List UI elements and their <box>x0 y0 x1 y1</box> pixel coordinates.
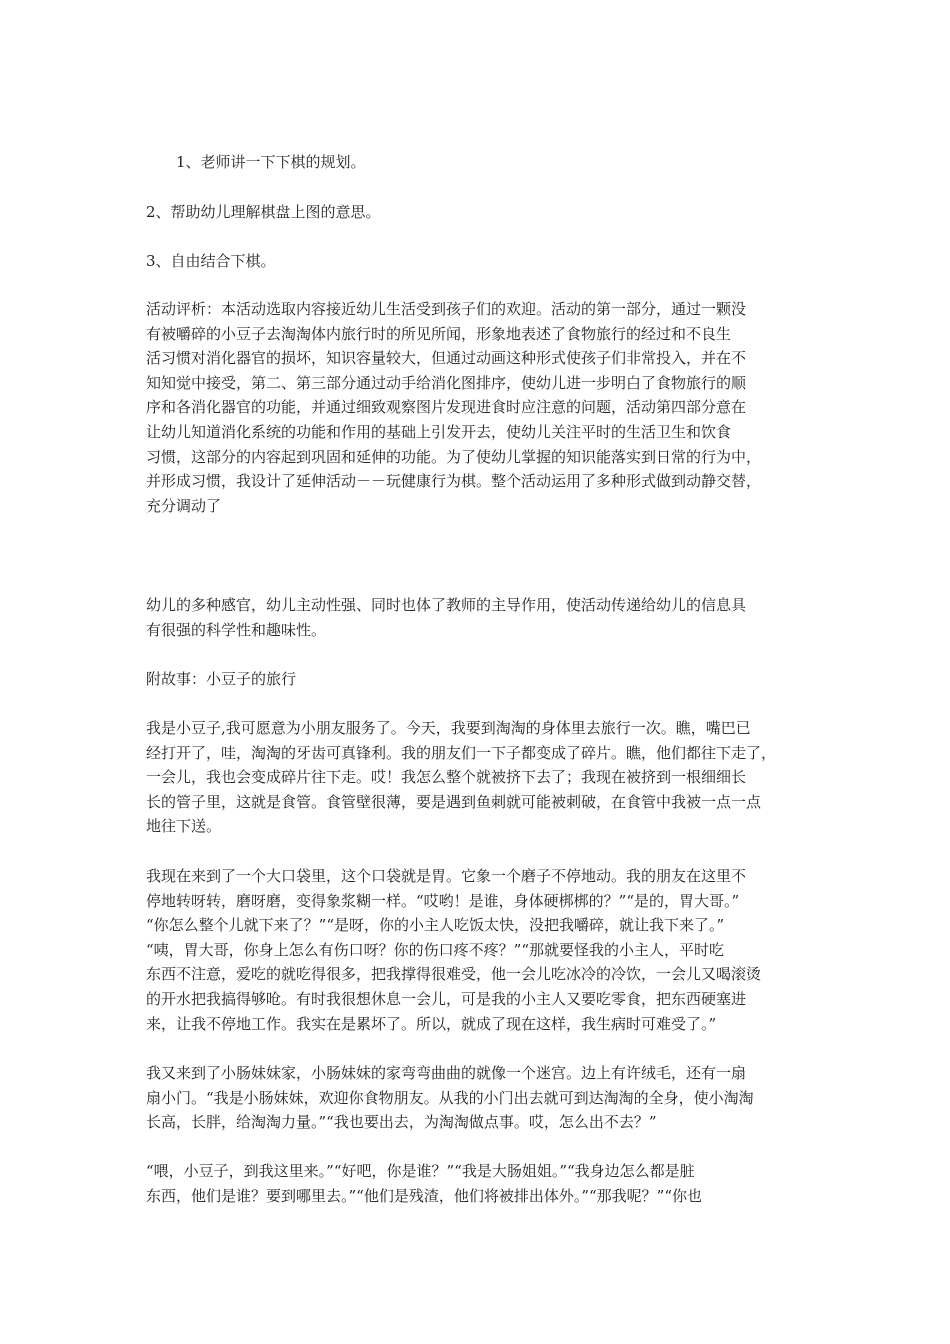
text-line: 扇小门。“我是小肠妹妹，欢迎你食物朋友。从我的小门出去就可到达淘淘的全身，使小淘淘 <box>146 1088 754 1107</box>
text-line: 习惯，这部分的内容起到巩固和延伸的功能。为了使幼儿掌握的知识能落实到日常的行为中， <box>146 447 762 466</box>
step-3-text: 3、自由结合下棋。 <box>146 252 276 270</box>
text-line: 幼儿的多种感官，幼儿主动性强、同时也体了教师的主导作用，使活动传递给幼儿的信息具 <box>146 596 747 614</box>
text-line: 地往下送。 <box>146 817 222 836</box>
text-line: 序和各消化器官的功能，并通过细致观察图片发现进食时应注意的问题，活动第四部分意在 <box>146 398 747 417</box>
story-paragraph-2 <box>146 864 814 1036</box>
step-2-text: 2、帮助幼儿理解棋盘上图的意思。 <box>146 203 381 221</box>
text-line: 的开水把我搞得够呛。有时我很想休息一会儿，可是我的小主人又要吃零食，把东西硬塞进 <box>146 989 747 1008</box>
story-title-text: 附故事：小豆子的旅行 <box>146 670 297 688</box>
text-line: 一会儿，我也会变成碎片往下走。哎！我怎么整个就被挤下去了；我现在被挤到一根细细长 <box>146 768 747 787</box>
text-line: 我又来到了小肠妹妹家，小肠妹妹的家弯弯曲曲的就像一个迷宫。边上有许绒毛，还有一扇 <box>146 1064 747 1082</box>
analysis-continuation-paragraph <box>146 593 814 642</box>
text-line: 我是小豆子,我可愿意为小朋友服务了。今天，我要到淘淘的身体里去旅行一次。瞧，嘴巴已 <box>146 719 751 737</box>
text-line: 活习惯对消化器官的损坏，知识容量较大，但通过动画这种形式使孩子们非常投入，并在不 <box>146 349 747 368</box>
text-line: 长的管子里，这就是食管。食管壁很薄，要是遇到鱼刺就可能被刺破，在食管中我被一点一点 <box>146 792 762 811</box>
text-line: 有被嚼碎的小豆子去淘淘体内旅行时的所见所闻，形象地表述了食物旅行的经过和不良生 <box>146 324 732 343</box>
text-line: 东西不注意，爱吃的就吃得很多，把我撑得很难受，他一会儿吃冰冷的冷饮，一会儿又喝滚烫 <box>146 965 762 984</box>
text-line: 东西，他们是谁？要到哪里去。”“他们是残渣，他们将被排出体外。”“那我呢？”“你也 <box>146 1186 703 1205</box>
story-paragraph-4 <box>146 1159 814 1208</box>
step-1-text: 1、老师讲一下下棋的规划。 <box>176 153 366 171</box>
step-1 <box>146 150 844 175</box>
step-2 <box>146 200 814 225</box>
text-line: “喂，小豆子，到我这里来。”“好吧，你是谁？”“我是大肠姐姐。”“我身边怎么都是脏 <box>146 1162 695 1180</box>
text-line: 让幼儿知道消化系统的功能和作用的基础上引发开去，使幼儿关注平时的生活卫生和饮食 <box>146 422 732 441</box>
text-line: 知知觉中接受，第二、第三部分通过动手给消化图排序，使幼儿进一步明白了食物旅行的顺 <box>146 373 747 392</box>
text-line: 来，让我不停地工作。我实在是累坏了。所以，就成了现在这样，我生病时可难受了。” <box>146 1014 717 1033</box>
text-line: “你怎么整个儿就下来了？”“是呀，你的小主人吃饭太快，没把我嚼碎，就让我下来了。” <box>146 916 725 935</box>
text-line: 有很强的科学性和趣味性。 <box>146 620 327 639</box>
text-line: 停地转呀转，磨呀磨，变得象浆糊一样。“哎哟！是谁，身体硬梆梆的？”“是的，胃大哥。” <box>146 891 740 910</box>
activity-analysis-paragraph <box>146 297 814 518</box>
text-line: 经打开了，哇，淘淘的牙齿可真锋利。我的朋友们一下子都变成了碎片。瞧，他们都往下走了， <box>146 743 777 762</box>
step-3 <box>146 249 814 274</box>
text-line: 并形成习惯，我设计了延伸活动－－玩健康行为棋。整个活动运用了多种形式做到动静交替， <box>146 472 762 491</box>
text-line: “咦，胃大哥，你身上怎么有伤口呀？你的伤口疼不疼？”“那就要怪我的小主人，平时吃 <box>146 940 725 959</box>
story-title <box>146 667 814 692</box>
story-paragraph-1 <box>146 716 814 839</box>
text-line: 活动评析：本活动选取内容接近幼儿生活受到孩子们的欢迎。活动的第一部分，通过一颗没 <box>146 300 747 318</box>
text-line: 我现在来到了一个大口袋里，这个口袋就是胃。它象一个磨子不停地动。我的朋友在这里不 <box>146 867 747 885</box>
text-line: 充分调动了 <box>146 496 222 515</box>
story-paragraph-3 <box>146 1061 814 1135</box>
text-line: 长高，长胖，给淘淘力量。”“我也要出去，为淘淘做点事。哎，怎么出不去？” <box>146 1113 657 1132</box>
